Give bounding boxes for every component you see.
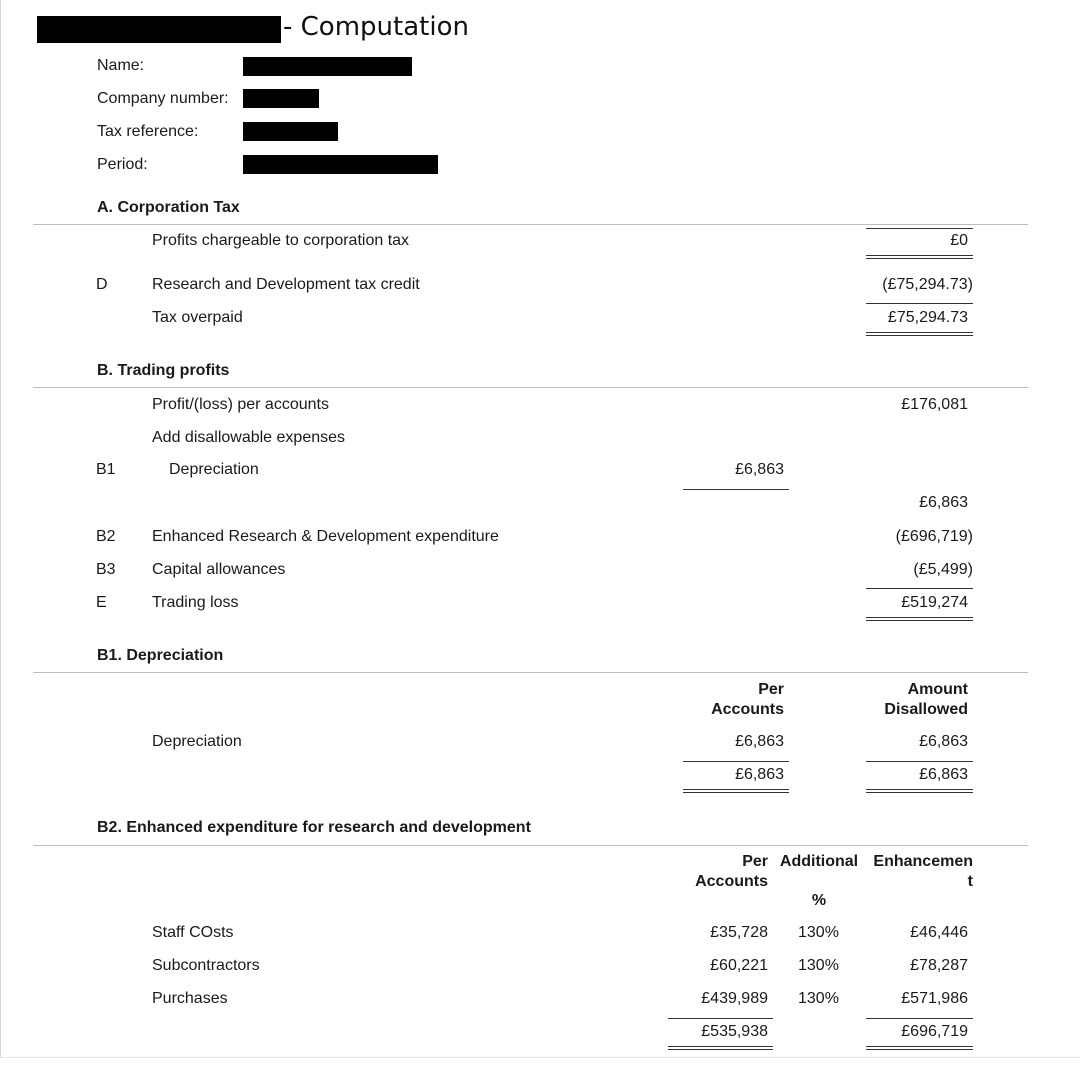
b1-per-accounts-double-underline <box>683 789 789 793</box>
redacted-name-value <box>243 57 412 76</box>
b2-col-additional: Additional % <box>779 853 859 909</box>
b-capital-allowances-ref: B3 <box>96 561 116 578</box>
company-number-label: Company number: <box>97 90 229 107</box>
b1-per-accounts-overline <box>683 761 789 762</box>
b2-row-subcontractors-additional: 130% <box>798 957 839 974</box>
b2-per-accounts-overline <box>668 1018 773 1019</box>
b-trading-loss-amount: £519,274 <box>901 594 968 611</box>
a-profits-amount: £0 <box>950 232 968 249</box>
b2-row-subcontractors-label: Subcontractors <box>152 957 260 974</box>
section-b1-rule <box>33 672 1028 673</box>
a-overpaid-label: Tax overpaid <box>152 309 243 326</box>
b-depreciation-total-amount: £6,863 <box>919 494 968 511</box>
section-b-heading: B. Trading profits <box>97 362 230 379</box>
period-label: Period: <box>97 156 148 173</box>
tax-reference-label: Tax reference: <box>97 123 199 140</box>
b1-disallowed-double-underline <box>866 789 973 793</box>
b-profit-label: Profit/(loss) per accounts <box>152 396 329 413</box>
a-overpaid-overline <box>866 303 973 304</box>
b-trading-loss-label: Trading loss <box>152 594 239 611</box>
b-capital-allowances-amount: (£5,499) <box>913 561 973 578</box>
b-depreciation-underline <box>683 489 789 490</box>
a-profits-double-underline <box>866 255 973 259</box>
section-a-heading: A. Corporation Tax <box>97 199 240 216</box>
section-a-rule <box>33 224 1028 225</box>
a-overpaid-double-underline <box>866 332 973 336</box>
b-enhanced-rd-amount: (£696,719) <box>895 528 973 545</box>
b2-col-enhancement: Enhancemen t <box>873 853 973 890</box>
b1-depreciation-label: Depreciation <box>152 733 242 750</box>
b1-depreciation-disallowed: £6,863 <box>919 733 968 750</box>
document-title: - Computation <box>283 12 469 42</box>
b2-row-subcontractors-per-accounts: £60,221 <box>710 957 768 974</box>
b2-row-purchases-label: Purchases <box>152 990 228 1007</box>
redacted-company-name <box>37 16 281 43</box>
a-rd-label: Research and Development tax credit <box>152 276 420 293</box>
b-enhanced-rd-label: Enhanced Research & Development expenditure <box>152 528 499 545</box>
b1-total-disallowed: £6,863 <box>919 766 968 783</box>
b2-total-per-accounts: £535,938 <box>701 1023 768 1040</box>
b2-row-staff-label: Staff COsts <box>152 924 234 941</box>
a-overpaid-amount: £75,294.73 <box>887 309 968 326</box>
redacted-tax-reference-value <box>243 122 338 141</box>
b2-enhancement-overline <box>866 1018 973 1019</box>
b-trading-loss-ref: E <box>96 594 107 611</box>
page-bottom-border <box>0 1057 1080 1058</box>
b1-col-per-accounts: Per Accounts <box>711 681 784 718</box>
section-b-rule <box>33 387 1028 388</box>
b-enhanced-rd-ref: B2 <box>96 528 116 545</box>
a-rd-amount: (£75,294.73) <box>882 276 973 293</box>
b-trading-loss-overline <box>866 588 973 589</box>
b2-total-enhancement: £696,719 <box>901 1023 968 1040</box>
b2-row-purchases-additional: 130% <box>798 990 839 1007</box>
section-b1-heading: B1. Depreciation <box>97 647 224 664</box>
b1-disallowed-overline <box>866 761 973 762</box>
b2-enhancement-double-underline <box>866 1046 973 1050</box>
b1-col-amount-disallowed: Amount Disallowed <box>884 681 968 718</box>
b2-row-subcontractors-enhancement: £78,287 <box>910 957 968 974</box>
b2-row-purchases-per-accounts: £439,989 <box>701 990 768 1007</box>
b2-row-staff-enhancement: £46,446 <box>910 924 968 941</box>
b2-per-accounts-double-underline <box>668 1046 773 1050</box>
b-depreciation-sub-amount: £6,863 <box>735 461 784 478</box>
b2-col-per-accounts: Per Accounts <box>695 853 768 890</box>
a-profits-overline <box>866 228 973 229</box>
b-profit-amount: £176,081 <box>901 396 968 413</box>
a-profits-label: Profits chargeable to corporation tax <box>152 232 410 249</box>
b-depreciation-ref: B1 <box>96 461 116 478</box>
b-add-disallowable-label: Add disallowable expenses <box>152 429 346 446</box>
page-left-border <box>0 0 1 1058</box>
b2-row-staff-per-accounts: £35,728 <box>710 924 768 941</box>
b-depreciation-label: Depreciation <box>169 461 259 478</box>
b1-total-per-accounts: £6,863 <box>735 766 784 783</box>
b2-row-purchases-enhancement: £571,986 <box>901 990 968 1007</box>
name-label: Name: <box>97 57 145 74</box>
b1-depreciation-per-accounts: £6,863 <box>735 733 784 750</box>
b2-row-staff-additional: 130% <box>798 924 839 941</box>
redacted-company-number-value <box>243 89 319 108</box>
redacted-period-value <box>243 155 438 174</box>
a-rd-ref: D <box>96 276 108 293</box>
section-b2-rule <box>33 845 1028 846</box>
b-trading-loss-double-underline <box>866 617 973 621</box>
b-capital-allowances-label: Capital allowances <box>152 561 286 578</box>
section-b2-heading: B2. Enhanced expenditure for research and development <box>97 819 531 836</box>
